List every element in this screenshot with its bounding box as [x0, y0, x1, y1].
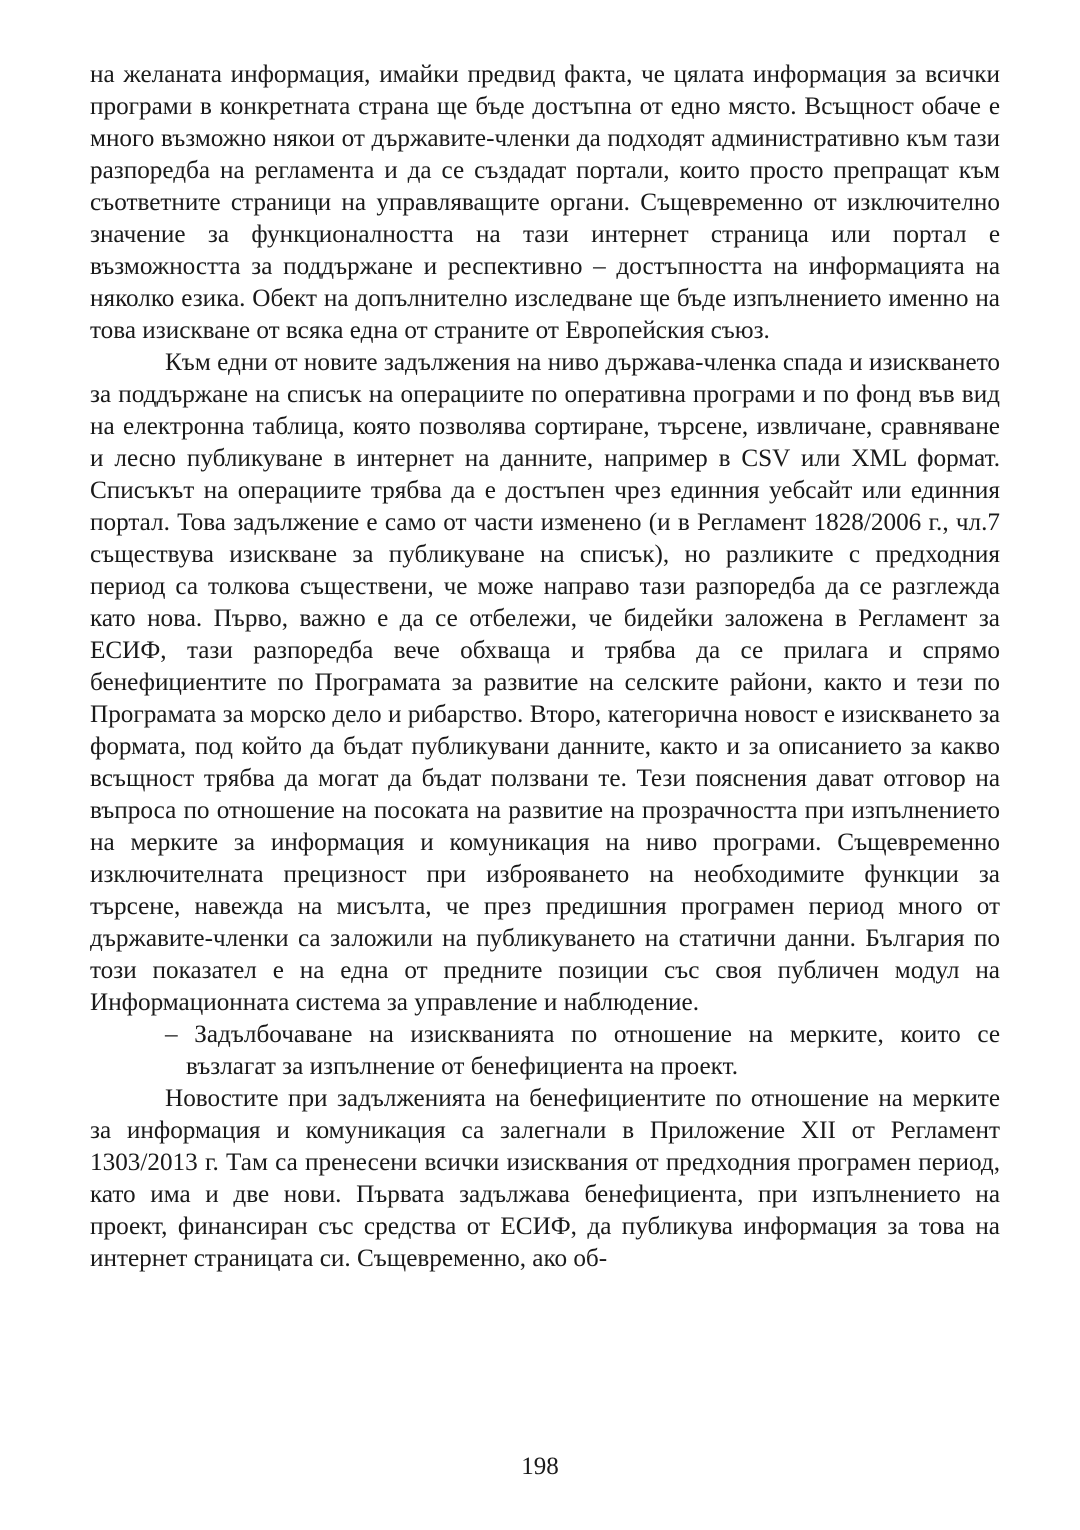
page-body — [90, 59, 1000, 1275]
paragraph-1: на желаната информация, имайки предвид факта, че цялата информация за всички програми в конкретната страна ще бъде достъпна от едно място. Всъщност обаче е много възможно някои от държавите-членки да подходят административно към тази разпоредба на регламента и да се създадат портали, които просто препращат към съответните страници на управляващите органи. Същевременно от изключително значение за функционалността на тази интернет страница или портал е възможността за поддържане и респективно – достъпността на информацията на няколко езика. Обект на допълнително изследване ще бъде изпълнението именно на това изискване от всяка една от страните от Европейския съюз. — [90, 61, 1000, 344]
paragraph-3: Новостите при задълженията на бенефициентите по отношение на мерките за информация и комуникация са залегнали в Приложение XII от Регламент 1303/2013 г. Там са пренесени всички изисквания от предходния програмен период, като има и две нови. Първата задължава бенефициента, при изпълнението на проект, финансиран със средства от ЕСИФ, да публикува информация за това на интернет страницата си. Същевременно, ако об- — [90, 1085, 1000, 1272]
page-number: 198 — [521, 1453, 559, 1480]
dash-list-item: – Задълбочаване на изискванията по отношение на мерките, които се възлагат за изпълнение от бенефициента на проект. — [165, 1021, 1000, 1080]
paragraph-2: Към едни от новите задължения на ниво държава-членка спада и изискването за поддържане на списък на операциите по оперативна програми и по фонд във вид на електронна таблица, която позволява сортиране, търсене, извличане, сравняване и лесно публикуване в интернет на данните, например в CSV или XML формат. Списъкът на операциите трябва да е достъпен чрез единния уебсайт или единния портал. Това задължение е само от части изменено (и в Регламент 1828/2006 г., чл.7 съществува изискване за публикуване на списък), но разликите с предходния период са толкова съществени, че може направо тази разпоредба да се разглежда като нова. Първо, важно е да се отбележи, че бидейки заложена в Регламент за ЕСИФ, тази разпоредба вече обхваща и трябва да се прилага и спрямо бенефициентите по Програмата за развитие на селските райони, както и тези по Програмата за морско дело и рибарство. Второ, категорична новост е изискването за формата, под който да бъдат публикувани данните, както и за описанието за какво всъщност трябва да могат да бъдат ползвани те. Тези пояснения дават отговор на въпроса по отношение на посоката на развитие на прозрачността при изпълнението на мерките за информация и комуникация на ниво програми. Същевременно изключителната прецизност при изброяването на необходимите функции за търсене, навежда на мисълта, че през предишния програмен период много от държавите-членки са заложили на публикуването на статични данни. България по този показател е на една от предните позиции със своя публичен модул на Информационната система за управление и наблюдение. — [90, 349, 1000, 1016]
